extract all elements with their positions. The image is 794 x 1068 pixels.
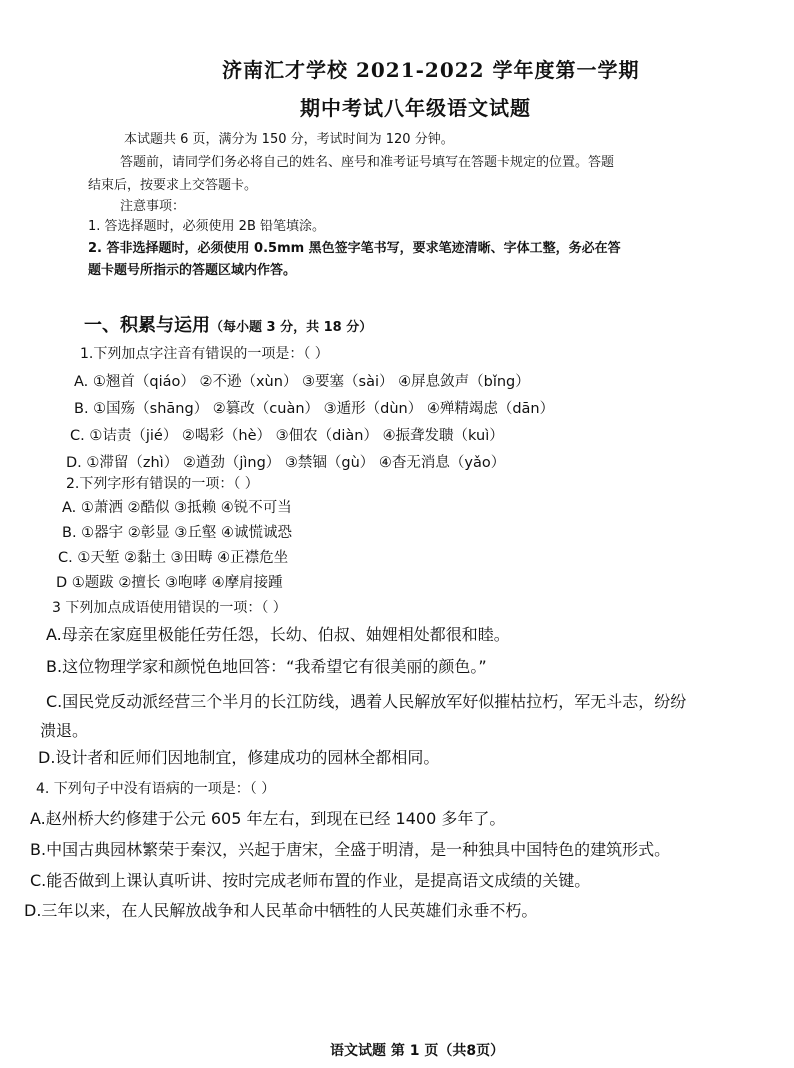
instruction-line-3: 结束后，按要求上交答题卡。 — [88, 178, 258, 193]
question-3-option-c-cont: 溃退。 — [40, 721, 89, 740]
question-3-option-d: D.设计者和匠师们因地制宜，修建成功的园林全都相同。 — [38, 748, 440, 767]
question-1-option-a: A. ①翘首（qiáo） ②不逊（xùn） ③要塞（sài） ④屏息敛声（bǐng） — [74, 374, 530, 390]
question-3-stem: 3 下列加点成语使用错误的一项：（ ） — [52, 600, 287, 616]
question-2-option-d: D ①题跋 ②擅长 ③咆哮 ④摩肩接踵 — [56, 575, 283, 591]
question-3-option-c: C.国民党反动派经营三个半月的长江防线，遇着人民解放军好似摧枯拉朽，军无斗志，纷纷 — [46, 692, 687, 711]
question-4-option-b: B.中国古典园林繁荣于秦汉，兴起于唐宋，全盛于明清，是一种独具中国特色的建筑形式。 — [30, 840, 671, 859]
section-title: 一、积累与运用 — [84, 315, 210, 336]
question-2-option-a: A. ①萧洒 ②酷似 ③抵赖 ④锐不可当 — [62, 500, 292, 516]
question-4-option-c: C.能否做到上课认真听讲、按时完成老师布置的作业，是提高语文成绩的关键。 — [30, 871, 591, 890]
question-4-stem: 4. 下列句子中没有语病的一项是：（ ） — [36, 781, 276, 797]
section-heading — [84, 311, 372, 337]
question-1-stem: 1.下列加点字注音有错误的一项是：（ ） — [80, 346, 329, 362]
question-1-option-c: C. ①诘责（jié） ②喝彩（hè） ③佃农（diàn） ④振聋发聩（kuì） — [70, 428, 504, 444]
question-4-option-d: D.三年以来，在人民解放战争和人民革命中牺牲的人民英雄们永垂不朽。 — [24, 901, 538, 920]
notice-item-1: 1. 答选择题时，必须使用 2B 铅笔填涂。 — [88, 219, 325, 234]
question-1-option-d: D. ①滞留（zhì） ②遒劲（jìng） ③禁锢（gù） ④杳无消息（yǎo） — [66, 455, 506, 471]
instruction-line-2: 答题前，请同学们务必将自己的姓名、座号和准考证号填写在答题卡规定的位置。答题 — [120, 155, 615, 170]
instruction-line-1: 本试题共 6 页，满分为 150 分，考试时间为 120 分钟。 — [124, 132, 454, 147]
question-2-option-c: C. ①天堑 ②黏土 ③田畴 ④正襟危坐 — [58, 550, 289, 566]
notice-item-2: 2. 答非选择题时，必须使用 0.5mm 黑色签字笔书写，要求笔迹清晰、字体工整，务必在答 — [88, 241, 621, 256]
notice-label: 注意事项： — [120, 199, 186, 214]
exam-title: 济南汇才学校 2021-2022 学年度第一学期 — [222, 58, 640, 82]
question-3-option-a: A.母亲在家庭里极能任劳任怨，长幼、伯叔、妯娌相处都很和睦。 — [46, 625, 510, 644]
question-2-option-b: B. ①器宇 ②彰显 ③丘壑 ④诚慌诚恐 — [62, 525, 292, 541]
notice-item-2-cont: 题卡题号所指示的答题区域内作答。 — [88, 263, 297, 278]
section-score-note: （每小题 3 分，共 18 分） — [210, 320, 373, 335]
exam-subtitle: 期中考试八年级语文试题 — [300, 96, 531, 120]
page-footer: 语文试题 第 1 页（共8页） — [330, 1043, 505, 1059]
question-2-stem: 2.下列字形有错误的一项：（ ） — [66, 476, 259, 492]
question-3-option-b: B.这位物理学家和颜悦色地回答：“我希望它有很美丽的颜色。” — [46, 657, 487, 676]
question-4-option-a: A.赵州桥大约修建于公元 605 年左右，到现在已经 1400 多年了。 — [30, 809, 506, 828]
question-1-option-b: B. ①国殇（shāng） ②篡改（cuàn） ③遁形（dùn） ④殚精竭虑（dān） — [74, 401, 555, 417]
